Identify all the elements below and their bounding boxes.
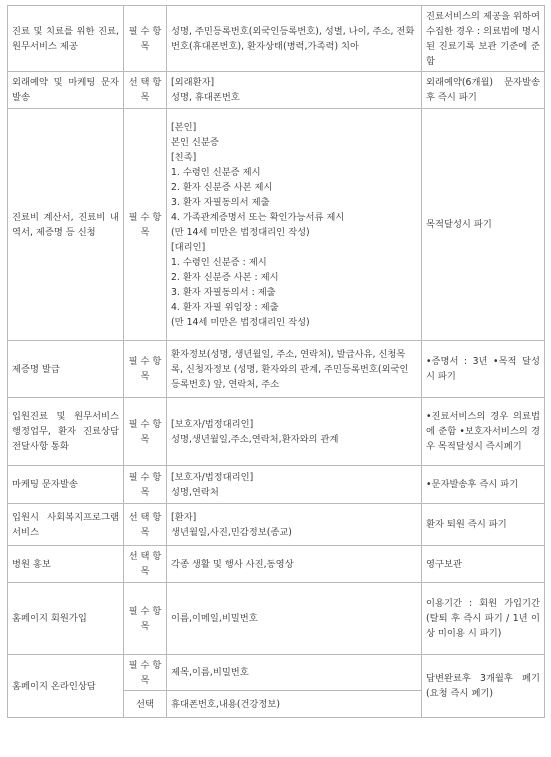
retention-cell: •문자발송후 즉시 파기 <box>422 466 545 504</box>
item-line: 성명, 주민등록번호(외국인등록번호), 성별, 나이, 주소, 전화번호(휴대폰번호), 환자상태(병력,가족력) 치아 <box>171 25 415 52</box>
required-cell: 선 택 항목 <box>124 72 167 109</box>
item-line: 3. 환자 자필동의서 : 제출 <box>171 286 276 298</box>
purpose-cell: 외래예약 및 마케팅 문자발송 <box>8 72 124 109</box>
required-cell: 필 수 항목 <box>124 655 167 691</box>
purpose-cell: 입원시 사회복지프로그램 서비스 <box>8 504 124 546</box>
purpose-cell: 홈페이지 온라인상담 <box>8 655 124 718</box>
item-line: 3. 환자 자필동의서 제출 <box>171 196 270 208</box>
items-cell <box>167 341 422 398</box>
purpose-cell: 마케팅 문자발송 <box>8 466 124 504</box>
item-line: [본인] <box>171 121 197 133</box>
items-cell <box>167 583 422 655</box>
item-line: 본인 신분증 <box>171 136 219 148</box>
item-line: 2. 환자 신분증 사본 : 제시 <box>171 271 279 283</box>
item-line: [대리인] <box>171 241 206 253</box>
item-line: 2. 환자 신분증 사본 제시 <box>171 181 273 193</box>
required-cell: 선 택 항목 <box>124 546 167 583</box>
table-row <box>8 504 545 546</box>
item-line: 제목,이름,비밀번호 <box>171 667 249 678</box>
item-line: 1. 수령인 신분증 제시 <box>171 166 261 178</box>
table-row <box>8 6 545 72</box>
required-cell: 필 수 항목 <box>124 6 167 72</box>
item-line: (만 14세 미만은 법정대리인 작성) <box>171 226 310 238</box>
table-row <box>8 466 545 504</box>
item-line: 1. 수령인 신분증 : 제시 <box>171 256 267 268</box>
item-line: [외래환자] <box>171 77 215 88</box>
purpose-cell: 진료 및 치료를 위한 진료,원무서비스 제공 <box>8 6 124 72</box>
items-cell <box>167 72 422 109</box>
retention-cell: 이용기간 : 회원 가입기간 (탈퇴 후 즉시 파기 / 1년 이상 미이용 시 파기) <box>422 583 545 655</box>
retention-cell: 목적달성시 파기 <box>422 109 545 341</box>
privacy-table-container <box>7 5 545 718</box>
retention-cell: 진료서비스의 제공을 위하여 수집한 경우 : 의료법에 명시된 진료기록 보관 기준에 준함 <box>422 6 545 72</box>
items-cell <box>167 466 422 504</box>
retention-cell: 외래예약(6개월) 문자발송후 즉시 파기 <box>422 72 545 109</box>
items-cell <box>167 398 422 466</box>
personal-info-collection-table <box>7 5 545 718</box>
required-cell: 필 수 항목 <box>124 466 167 504</box>
item-line: 이름,이메일,비밀번호 <box>171 613 258 624</box>
table-row <box>8 583 545 655</box>
items-cell <box>167 655 422 691</box>
purpose-cell: 제증명 발급 <box>8 341 124 398</box>
item-line: [환자] <box>171 511 197 523</box>
item-line: [보호자/법정대리인] <box>171 418 254 430</box>
purpose-cell: 홈페이지 회원가입 <box>8 583 124 655</box>
item-line: (만 14세 미만은 법정대리인 작성) <box>171 316 310 328</box>
item-line: 4. 환자 자필 위임장 : 제출 <box>171 301 279 313</box>
item-line: 휴대폰번호,내용(건강정보) <box>171 698 280 710</box>
item-line: [보호자/법정대리인] <box>171 471 254 483</box>
items-cell <box>167 109 422 341</box>
retention-cell: 영구보관 <box>422 546 545 583</box>
retention-cell: •증명서 : 3년 •목적 달성 시 파기 <box>422 341 545 398</box>
required-cell: 필 수 항목 <box>124 398 167 466</box>
item-line: 4. 가족관계증명서 또는 확인가능서류 제시 <box>171 211 345 223</box>
items-cell <box>167 546 422 583</box>
retention-cell: •진료서비스의 경우 의료법에 준함 •보호자서비스의 경우 목적달성시 즉시폐기 <box>422 398 545 466</box>
required-cell: 필 수 항목 <box>124 341 167 398</box>
purpose-cell: 입원진료 및 원무서비스 행정업무, 환자 진료상담 전달사항 통화 <box>8 398 124 466</box>
required-cell: 선 택 항목 <box>124 504 167 546</box>
table-row <box>8 72 545 109</box>
retention-cell: 환자 퇴원 즉시 파기 <box>422 504 545 546</box>
items-cell <box>167 691 422 718</box>
table-row <box>8 109 545 341</box>
required-cell: 필 수 항목 <box>124 109 167 341</box>
item-line: 성명, 휴대폰번호 <box>171 92 240 103</box>
item-line: 성명,생년월일,주소,연락처,환자와의 관계 <box>171 433 339 445</box>
item-line: [친족] <box>171 151 197 163</box>
purpose-cell: 진료비 계산서, 진료비 내역서, 제증명 등 신청 <box>8 109 124 341</box>
item-line: 생년월일,사진,민감정보(종교) <box>171 526 292 538</box>
items-cell <box>167 6 422 72</box>
required-cell: 선택 <box>124 691 167 718</box>
table-row <box>8 546 545 583</box>
item-line: 각종 생활 및 행사 사진,동영상 <box>171 558 294 570</box>
item-line: 환자정보(성명, 생년월일, 주소, 연락처), 발급사유, 신청목록, 신청자정보 (성명, 환자와의 관계, 주민등록번호(외국인등록번호) 앞, 연락처, 주소 <box>171 348 409 390</box>
required-cell: 필 수 항목 <box>124 583 167 655</box>
item-line: 성명,연락처 <box>171 486 219 498</box>
items-cell <box>167 504 422 546</box>
table-row <box>8 341 545 398</box>
purpose-cell: 병원 홍보 <box>8 546 124 583</box>
retention-cell: 답변완료후 3개월후 폐기 (요청 즉시 폐기) <box>422 655 545 718</box>
table-row <box>8 398 545 466</box>
table-row <box>8 655 545 691</box>
